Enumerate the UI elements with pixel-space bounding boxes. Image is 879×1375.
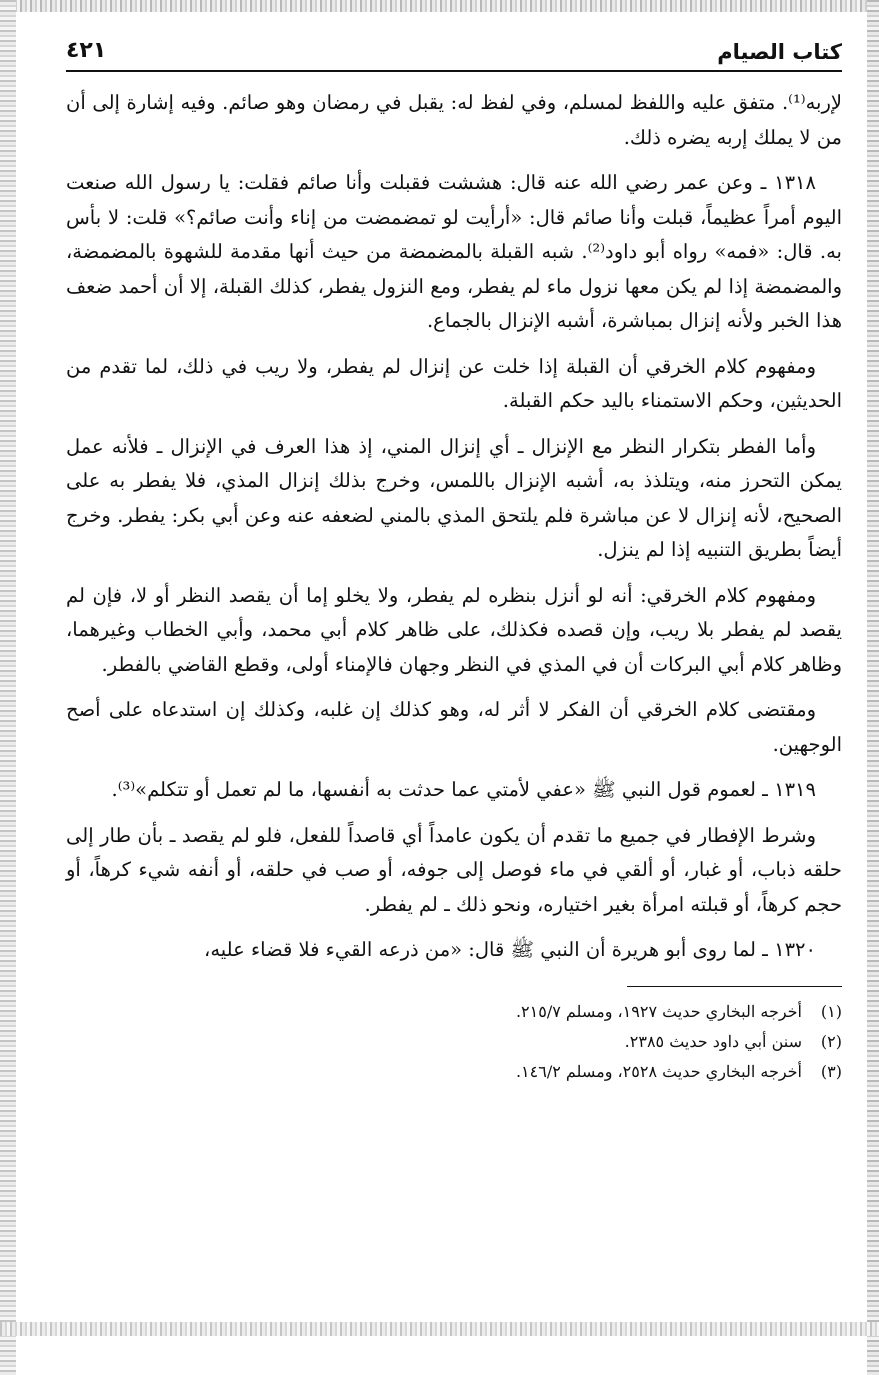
footnote-number: (١) [820, 1001, 842, 1021]
paragraph-hadith-1320: ١٣٢٠ ـ لما روى أبو هريرة أن النبي ﷺ قال: «من ذرعه القيء فلا قضاء عليه، [204, 938, 816, 961]
paragraph-kharqi-gaze: ومفهوم كلام الخرقي: أنه لو أنزل بنظره لم يفطر، ولا يخلو إما أن يقصد النظر أو لا، فإن لم يقصد لم يفطر بلا ريب، وإن قصده فكذلك، على ظاهر كلام أبي محمد، وأبي الخطاب وغيرهما، وظاهر كلام أبي البركات أن في المذي في النظر وجهان فالإمناء أولى، وقطع القاضي بالفطر. [66, 583, 842, 676]
running-title: كتاب الصيام [717, 40, 842, 64]
paragraph-hadith-1319: ١٣١٩ ـ لعموم قول النبي ﷺ «عفي لأمتي عما حدثت به أنفسها، ما لم تعمل أو تتكلم»⁽³⁾. [111, 778, 816, 801]
footnote-item [66, 997, 842, 1027]
footnote-item [66, 1027, 842, 1057]
paragraph-intent-condition: وشرط الإفطار في جميع ما تقدم أن يكون عامداً أي قاصداً للفعل، فلو لم يقصد ـ بأن طار إلى حلقه ذباب، أو غبار، أو ألقي في ماء فوصل إلى جوفه، أو صب في حلقه، أو أنفه شيء كرهاً، أو حجم كرهاً، أو قبلته امرأة بغير اختياره، ونحو ذلك ـ لم يفطر. [66, 823, 842, 916]
book-page [66, 30, 842, 1087]
paragraph-hadith-1318: ١٣١٨ ـ وعن عمر رضي الله عنه قال: هششت فقبلت وأنا صائم فقلت: يا رسول الله صنعت اليوم أمراً عظيماً، قبلت وأنا صائم قال: «أرأيت لو تمضمضت من إناء وأنت صائم؟» قلت: لا بأس به. قال: «فمه» رواه أبو داود⁽²⁾. شبه القبلة بالمضمضة من حيث أنها مقدمة للشهوة بالمضمضة، والمضمضة إذا لم يكن معها نزول ماء لم يفطر، ومع النزول يفطر، كذلك القبلة، إلا أن أحمد ضعف هذا الخبر ولأنه إنزال بمباشرة، أشبه الإنزال بالجماع. [66, 171, 842, 332]
paragraph-thought: ومقتضى كلام الخرقي أن الفكر لا أثر له، وهو كذلك إن غلبه، وكذلك إن استدعاه على أصح الوجهين. [66, 698, 842, 756]
footnote-item [66, 1057, 842, 1087]
scan-edge-right [867, 0, 879, 1375]
footnote-number: (٢) [820, 1031, 842, 1051]
paragraph-kiss-ruling: ومفهوم كلام الخرقي أن القبلة إذا خلت عن إنزال لم يفطر، ولا ريب في ذلك، لما تقدم من الحديثين، وحكم الاستمناء باليد حكم القبلة. [66, 354, 842, 412]
footnotes [66, 997, 842, 1087]
page-number: ٤٢١ [66, 38, 107, 63]
scan-edge-bottom [0, 1322, 879, 1336]
footnote-text: أخرجه البخاري حديث ١٩٢٧، ومسلم ٢١٥/٧. [515, 1001, 802, 1021]
footnote-text: سنن أبي داود حديث ٢٣٨٥. [624, 1031, 802, 1051]
paragraph-continuation: لإربه⁽¹⁾. متفق عليه واللفظ لمسلم، وفي لفظ له: يقبل في رمضان وهو صائم. وفيه إشارة إلى أن من لا يملك إربه يضره ذلك. [66, 91, 842, 149]
scan-edge-top [0, 0, 879, 12]
scan-edge-left [0, 0, 16, 1375]
footnote-text: أخرجه البخاري حديث ٢٥٢٨، ومسلم ١٤٦/٢. [515, 1061, 802, 1081]
footnote-number: (٣) [820, 1061, 842, 1081]
paragraph-gaze-ruling: وأما الفطر بتكرار النظر مع الإنزال ـ أي إنزال المني، إذ هذا العرف في الإنزال ـ فلأنه عمل يمكن التحرز منه، ويتلذذ به، أشبه الإنزال باللمس، وخرج بذلك إنزال المذي، فلا يفطر به على الصحيح، لأنه إنزال لا عن مباشرة فلم يلتحق المذي بالمني لضعفه عنه وعن أبي بكر: يفطر. وخرج أيضاً بطريق التنبيه إذا لم ينزل. [66, 434, 842, 561]
footnote-divider [627, 986, 842, 987]
body-text [66, 86, 842, 968]
page-header [66, 30, 842, 72]
